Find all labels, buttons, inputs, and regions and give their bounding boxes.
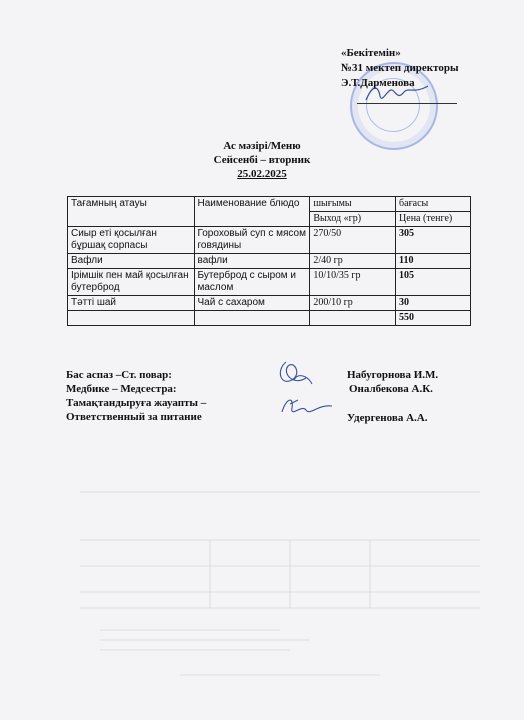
name-nurse: Оналбекова А.К. [349,383,433,395]
header-price-kz: бағасы [396,197,471,212]
header-yield-kz: шығымы [310,197,396,212]
cell-yield: 200/10 гр [310,296,396,311]
header-yield-ru: Выход «гр) [310,212,396,227]
approval-block [341,46,459,91]
cell-total: 550 [396,311,471,326]
cell-price: 105 [396,269,471,296]
role-nurse: Медбике – Медсестра: [66,383,177,395]
approval-director-name: Э.Т.Дарменова [341,77,415,89]
approval-heading: «Бекітемін» [341,47,401,59]
role-responsible-ru: Ответственный за питание [66,411,202,423]
document-day: Сейсенбі – вторник [213,154,311,166]
document-title: Ас мәзірі/Меню [223,140,301,152]
signature-line [357,103,457,104]
header-name-ru: Наименование блюдо [194,197,310,227]
cell-price: 110 [396,254,471,269]
approval-position: №31 мектеп директоры [341,62,459,74]
table-row [68,296,471,311]
cell-yield: 10/10/35 гр [310,269,396,296]
cell-name-ru: Бутерброд с сыром и маслом [194,269,310,296]
header-name-kz: Тағамның атауы [68,197,195,227]
cell-name-kz: Вафли [68,254,195,269]
cell-yield: 2/40 гр [310,254,396,269]
cell-name-ru: Гороховый суп с мясом говядины [194,227,310,254]
cell-name-ru: Чай с сахаром [194,296,310,311]
cell-name-kz: Сиыр еті қосылған бұршақ сорпасы [68,227,195,254]
role-chef: Бас аспаз –Ст. повар: [66,369,172,381]
table-header-row [68,197,471,212]
cell-price: 305 [396,227,471,254]
name-chef: Набугорнова И.М. [347,369,439,381]
header-price-ru: Цена (тенге) [396,212,471,227]
handwritten-signatures [272,356,342,428]
role-responsible-kz: Тамақтандыруға жауапты – [66,397,207,409]
table-row [68,254,471,269]
cell-yield: 270/50 [310,227,396,254]
document-title-block [0,139,524,181]
cell-price: 30 [396,296,471,311]
cell-name-kz: Ірімшік пен май қосылған бутерброд [68,269,195,296]
name-responsible: Удергенова А.А. [347,412,428,424]
table-total-row [68,311,471,326]
cell-name-ru: вафли [194,254,310,269]
signature-roles [66,368,206,424]
document-date: 25.02.2025 [237,168,287,180]
reverse-side-bleed-through [80,480,480,690]
cell-name-kz: Тәтті шай [68,296,195,311]
table-row [68,227,471,254]
menu-table [67,196,471,326]
table-row [68,269,471,296]
